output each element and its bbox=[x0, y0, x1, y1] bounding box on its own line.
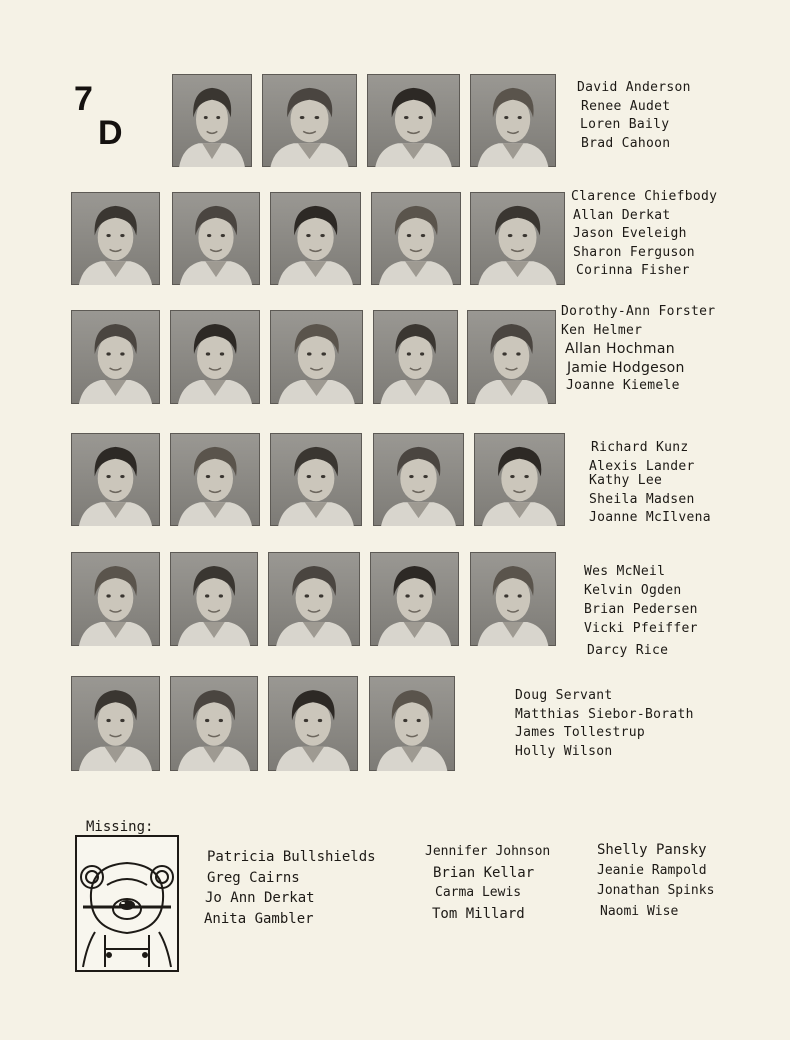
portrait-silhouette bbox=[268, 676, 358, 771]
student-photo bbox=[371, 192, 461, 285]
portrait-silhouette bbox=[470, 192, 565, 285]
student-photo bbox=[474, 433, 565, 526]
student-photo bbox=[470, 552, 556, 646]
missing-name: Jo Ann Derkat bbox=[205, 890, 315, 906]
bear-icon bbox=[77, 837, 177, 970]
student-name: Alexis Lander bbox=[589, 458, 695, 474]
student-name: Allan Derkat bbox=[573, 207, 671, 223]
student-name: Kathy Lee bbox=[589, 473, 663, 488]
portrait-silhouette bbox=[268, 552, 360, 646]
student-name: Renee Audet bbox=[581, 98, 671, 114]
student-photo bbox=[467, 310, 556, 404]
portrait-silhouette bbox=[71, 552, 160, 646]
student-photo bbox=[373, 310, 458, 404]
missing-name: Naomi Wise bbox=[600, 903, 679, 919]
portrait-silhouette bbox=[367, 74, 460, 167]
student-name: Loren Baily bbox=[580, 117, 670, 132]
name-list-row-4 bbox=[589, 439, 711, 528]
portrait-silhouette bbox=[71, 310, 160, 404]
student-photo bbox=[71, 676, 160, 771]
student-name: Vicki Pfeiffer bbox=[584, 620, 698, 636]
name-list-row-6 bbox=[515, 687, 694, 761]
portrait-silhouette bbox=[373, 310, 458, 404]
student-name: Jason Eveleigh bbox=[573, 226, 687, 241]
portrait-silhouette bbox=[270, 310, 363, 404]
missing-name: Jennifer Johnson bbox=[425, 844, 551, 859]
student-name: Joanne McIlvena bbox=[589, 510, 711, 525]
student-name: Brad Cahoon bbox=[581, 135, 671, 151]
student-name: Dorothy-Ann Forster bbox=[561, 304, 716, 319]
missing-name: Brian Kellar bbox=[433, 864, 535, 881]
missing-label: Missing: bbox=[86, 819, 154, 835]
portrait-silhouette bbox=[172, 192, 260, 285]
student-photo bbox=[270, 310, 363, 404]
portrait-silhouette bbox=[170, 310, 260, 404]
student-name: Clarence Chiefbody bbox=[571, 189, 718, 204]
student-photo bbox=[369, 676, 455, 771]
student-photo bbox=[170, 552, 258, 646]
portrait-silhouette bbox=[170, 552, 258, 646]
portrait-silhouette bbox=[371, 192, 461, 285]
student-photo bbox=[170, 676, 258, 771]
student-name: Jamie Hodgeson bbox=[567, 359, 685, 376]
student-photo bbox=[367, 74, 460, 167]
student-photo bbox=[71, 552, 160, 646]
missing-name: Tom Millard bbox=[432, 905, 525, 922]
student-name: Holly Wilson bbox=[515, 743, 613, 759]
portrait-silhouette bbox=[270, 433, 362, 526]
missing-column-2 bbox=[425, 842, 550, 924]
missing-column-1 bbox=[204, 847, 376, 929]
missing-name: Jeanie Rampold bbox=[597, 862, 707, 878]
missing-name: Anita Gambler bbox=[204, 910, 314, 927]
name-list-row-5 bbox=[584, 563, 698, 661]
student-photo bbox=[270, 433, 362, 526]
portrait-silhouette bbox=[467, 310, 556, 404]
student-name: Wes McNeil bbox=[584, 564, 666, 579]
student-photo bbox=[470, 74, 556, 167]
name-list-row-3 bbox=[561, 303, 715, 396]
portrait-silhouette bbox=[474, 433, 565, 526]
student-photo bbox=[172, 74, 252, 167]
missing-name: Jonathan Spinks bbox=[597, 883, 715, 898]
portrait-silhouette bbox=[172, 74, 252, 167]
student-name: Corinna Fisher bbox=[576, 263, 690, 278]
student-photo bbox=[270, 192, 361, 285]
portrait-silhouette bbox=[170, 433, 260, 526]
student-name: David Anderson bbox=[577, 80, 691, 95]
student-photo bbox=[172, 192, 260, 285]
student-name: Kelvin Ogden bbox=[584, 582, 682, 598]
missing-name: Greg Cairns bbox=[207, 869, 300, 886]
student-name: Brian Pedersen bbox=[584, 602, 698, 617]
student-name: Ken Helmer bbox=[561, 322, 643, 338]
student-photo bbox=[71, 192, 160, 285]
missing-name: Patricia Bullshields bbox=[207, 849, 376, 865]
class-grade: 7 bbox=[74, 80, 93, 118]
student-name: Richard Kunz bbox=[591, 440, 689, 455]
student-name: Darcy Rice bbox=[587, 643, 669, 658]
student-photo bbox=[170, 433, 260, 526]
portrait-silhouette bbox=[71, 676, 160, 771]
student-photo bbox=[268, 676, 358, 771]
missing-name: Carma Lewis bbox=[435, 885, 522, 900]
student-photo bbox=[71, 310, 160, 404]
student-photo bbox=[262, 74, 357, 167]
student-photo bbox=[373, 433, 464, 526]
missing-name: Shelly Pansky bbox=[597, 842, 707, 858]
student-photo bbox=[370, 552, 459, 646]
portrait-silhouette bbox=[170, 676, 258, 771]
portrait-silhouette bbox=[370, 552, 459, 646]
class-section: D bbox=[98, 114, 123, 152]
student-name: Sheila Madsen bbox=[589, 491, 695, 507]
student-name: Sharon Ferguson bbox=[573, 244, 695, 260]
portrait-silhouette bbox=[71, 433, 160, 526]
missing-bear-drawing bbox=[75, 835, 179, 972]
student-name: Allan Hochman bbox=[565, 341, 675, 357]
portrait-silhouette bbox=[373, 433, 464, 526]
missing-column-3 bbox=[597, 840, 714, 922]
portrait-silhouette bbox=[71, 192, 160, 285]
portrait-silhouette bbox=[470, 74, 556, 167]
name-list-row-2 bbox=[571, 188, 717, 281]
portrait-silhouette bbox=[262, 74, 357, 167]
student-photo bbox=[170, 310, 260, 404]
student-photo bbox=[470, 192, 565, 285]
name-list-row-1 bbox=[577, 79, 691, 153]
student-name: Joanne Kiemele bbox=[566, 378, 680, 393]
student-name: Matthias Siebor-Borath bbox=[515, 706, 694, 722]
student-name: Doug Servant bbox=[515, 688, 613, 703]
student-name: James Tollestrup bbox=[515, 725, 646, 740]
portrait-silhouette bbox=[470, 552, 556, 646]
portrait-silhouette bbox=[369, 676, 455, 771]
student-photo bbox=[268, 552, 360, 646]
student-photo bbox=[71, 433, 160, 526]
portrait-silhouette bbox=[270, 192, 361, 285]
